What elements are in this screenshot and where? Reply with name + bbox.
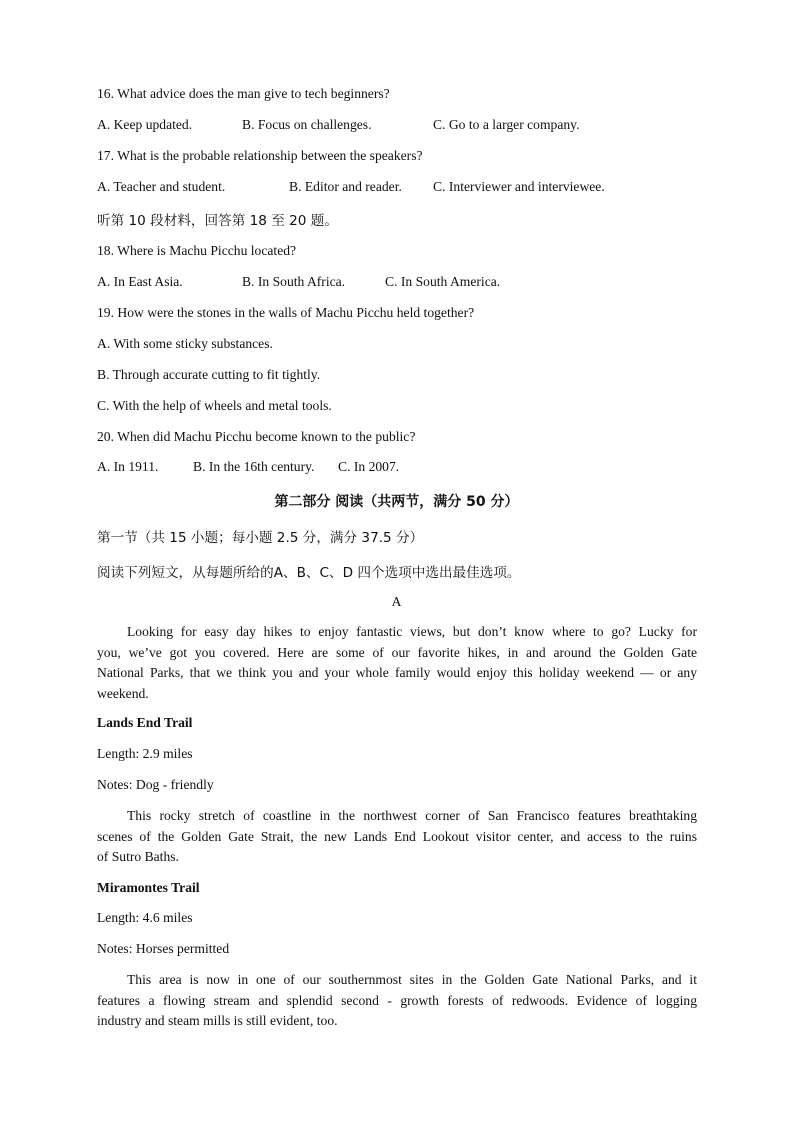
trail-2-notes: Notes: Horses permitted: [97, 941, 230, 956]
question-16: 16. What advice does the man give to tech beginners?: [97, 86, 390, 101]
option-c: C. Interviewer and interviewee.: [433, 179, 605, 194]
option-b: B. In South Africa.: [242, 274, 346, 289]
option-c: C. Go to a larger company.: [433, 117, 580, 132]
question-20: 20. When did Machu Picchu become known to the public?: [97, 429, 416, 444]
reading-instructions: 阅读下列短文，从每题所给的A、B、C、D 四个选项中选出最佳选项。: [97, 565, 521, 581]
intro-line: you, we’ve got you covered. Here are some of our favorite hikes, in and around the Golden Gate: [97, 644, 697, 660]
intro-line: weekend.: [97, 685, 149, 701]
trail-1-notes: Notes: Dog - friendly: [97, 777, 214, 792]
option-a: A. Teacher and student.: [97, 179, 226, 194]
question-19: 19. How were the stones in the walls of Machu Picchu held together?: [97, 305, 475, 320]
description-line: features a flowing stream and splendid second - growth forests of redwoods. Evidence of logging: [97, 992, 697, 1008]
part-2-title: 第二部分 阅读（共两节，满分 50 分）: [274, 494, 519, 510]
intro-line: National Parks, that we think you and your whole family would enjoy this holiday weekend — or any: [97, 665, 697, 680]
trail-1-length: Length: 2.9 miles: [97, 746, 193, 761]
trail-1-name: Lands End Trail: [97, 715, 193, 730]
option-b: B. Focus on challenges.: [242, 117, 372, 132]
question-17: 17. What is the probable relationship between the speakers?: [97, 148, 423, 163]
description-line: This rocky stretch of coastline in the northwest corner of San Francisco features breathtaking: [127, 808, 697, 823]
option-c: C. In 2007.: [338, 459, 400, 474]
question-19-option-b: B. Through accurate cutting to fit tightly.: [97, 367, 321, 382]
description-line: of Sutro Baths.: [97, 849, 179, 864]
description-line: This area is now in one of our southernmost sites in the Golden Gate National Parks, and it: [127, 972, 697, 987]
passage-letter: A: [391, 594, 402, 609]
trail-2-description: [97, 970, 697, 1032]
option-b: B. In the 16th century.: [193, 459, 315, 474]
option-a: A. Keep updated.: [97, 117, 193, 132]
option-b: B. Editor and reader.: [289, 179, 402, 194]
option-a: A. In East Asia.: [97, 274, 183, 289]
description-line: scenes of the Golden Gate Strait, the new Lands End Lookout visitor center, and access to the ruins: [97, 828, 697, 844]
question-19-option-a: A. With some sticky substances.: [97, 336, 273, 351]
question-19-option-c: C. With the help of wheels and metal tools.: [97, 398, 332, 413]
section-10-instruction: 听第 10 段材料，回答第 18 至 20 题。: [97, 213, 338, 229]
intro-paragraph: [97, 622, 697, 704]
description-line: industry and steam mills is still evident, too.: [97, 1013, 338, 1028]
trail-2-length: Length: 4.6 miles: [97, 910, 193, 925]
option-c: C. In South America.: [385, 274, 501, 289]
intro-line: Looking for easy day hikes to enjoy fantastic views, but don’t know where to go? Lucky for: [127, 624, 697, 639]
trail-1-description: [97, 806, 697, 868]
question-18: 18. Where is Machu Picchu located?: [97, 243, 297, 258]
trail-2-name: Miramontes Trail: [97, 880, 200, 895]
option-a: A. In 1911.: [97, 459, 159, 474]
section-1-title: 第一节（共 15 小题；每小题 2.5 分，满分 37.5 分）: [97, 530, 424, 546]
